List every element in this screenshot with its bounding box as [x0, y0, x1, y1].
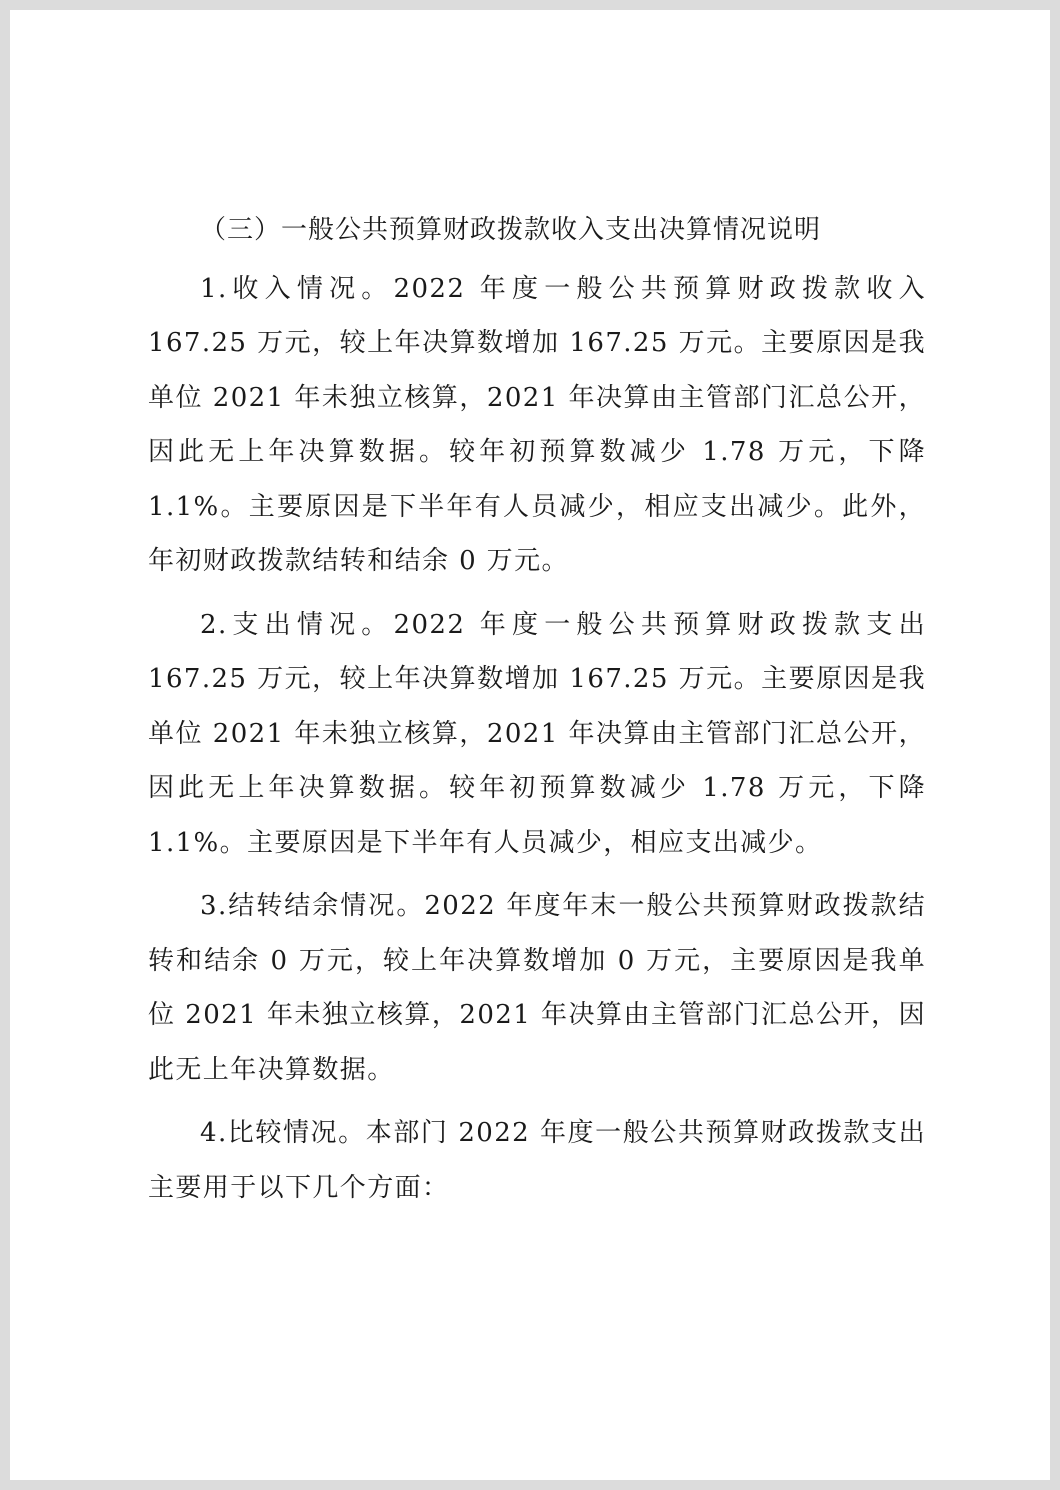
paragraph-carryover: 3.结转结余情况。2022 年度年末一般公共预算财政拨款结转和结余 0 万元，较上年决算数增加 0 万元，主要原因是我单位 2021 年未独立核算，2021 年决算由主管部门汇总公开，因此无上年决算数据。	[148, 891, 926, 1085]
document-body	[148, 203, 926, 1224]
paragraph-income: 1.收入情况。2022 年度一般公共预算财政拨款收入 167.25 万元，较上年决算数增加 167.25 万元。主要原因是我单位 2021 年未独立核算，2021 年决算由主管部门汇总公开，因此无上年决算数据。较年初预算数减少 1.78 万元，下降 1.1%。主要原因是下半年有人员减少，相应支出减少。此外，年初财政拨款结转和结余 0 万元。	[148, 273, 926, 576]
document-page	[10, 10, 1050, 1480]
paragraph-expenditure: 2.支出情况。2022 年度一般公共预算财政拨款支出 167.25 万元，较上年决算数增加 167.25 万元。主要原因是我单位 2021 年未独立核算，2021 年决算由主管部门汇总公开，因此无上年决算数据。较年初预算数减少 1.78 万元，下降 1.1%。主要原因是下半年有人员减少，相应支出减少。	[148, 609, 926, 858]
section-heading: （三）一般公共预算财政拨款收入支出决算情况说明	[200, 215, 822, 245]
paragraph-comparison: 4.比较情况。本部门 2022 年度一般公共预算财政拨款支出主要用于以下几个方面：	[148, 1118, 926, 1203]
